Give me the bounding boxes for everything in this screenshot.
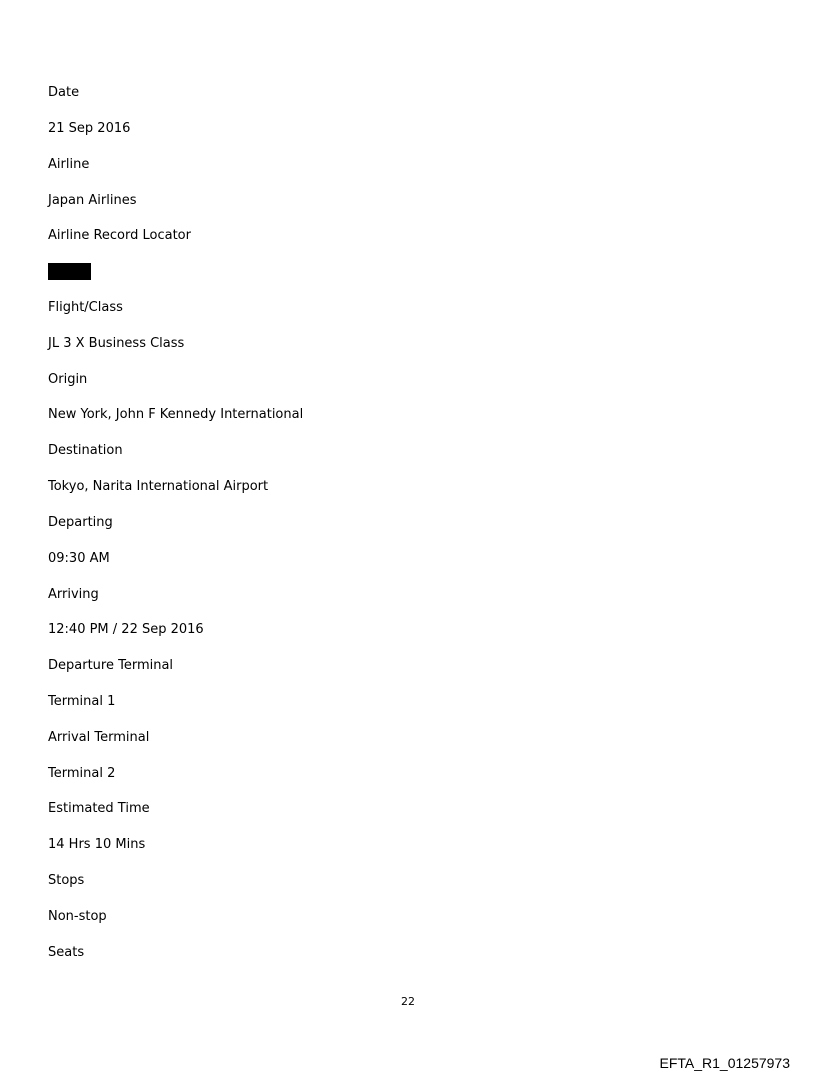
stops-label: Stops <box>48 873 85 888</box>
flight-class-label: Flight/Class <box>48 300 123 315</box>
arrival-terminal-value: Terminal 2 <box>48 766 116 781</box>
redaction-box <box>48 263 91 280</box>
date-label: Date <box>48 85 80 100</box>
destination-value: Tokyo, Narita International Airport <box>48 479 269 494</box>
arriving-label: Arriving <box>48 587 99 602</box>
departing-value: 09:30 AM <box>48 551 110 566</box>
stops-value: Non-stop <box>48 909 107 924</box>
destination-label: Destination <box>48 443 123 458</box>
airline-value: Japan Airlines <box>48 193 137 208</box>
document-id: EFTA_R1_01257973 <box>659 1055 790 1071</box>
departing-label: Departing <box>48 515 113 530</box>
origin-value: New York, John F Kennedy International <box>48 407 304 422</box>
estimated-time-value: 14 Hrs 10 Mins <box>48 837 146 852</box>
arriving-value: 12:40 PM / 22 Sep 2016 <box>48 622 204 637</box>
flight-class-value: JL 3 X Business Class <box>48 336 185 351</box>
departure-terminal-label: Departure Terminal <box>48 658 174 673</box>
estimated-time-label: Estimated Time <box>48 801 150 816</box>
page-number: 22 <box>401 995 415 1008</box>
airline-label: Airline <box>48 157 90 172</box>
arrival-terminal-label: Arrival Terminal <box>48 730 150 745</box>
date-value: 21 Sep 2016 <box>48 121 131 136</box>
departure-terminal-value: Terminal 1 <box>48 694 116 709</box>
seats-label: Seats <box>48 945 85 960</box>
record-locator-label: Airline Record Locator <box>48 228 191 243</box>
origin-label: Origin <box>48 372 88 387</box>
